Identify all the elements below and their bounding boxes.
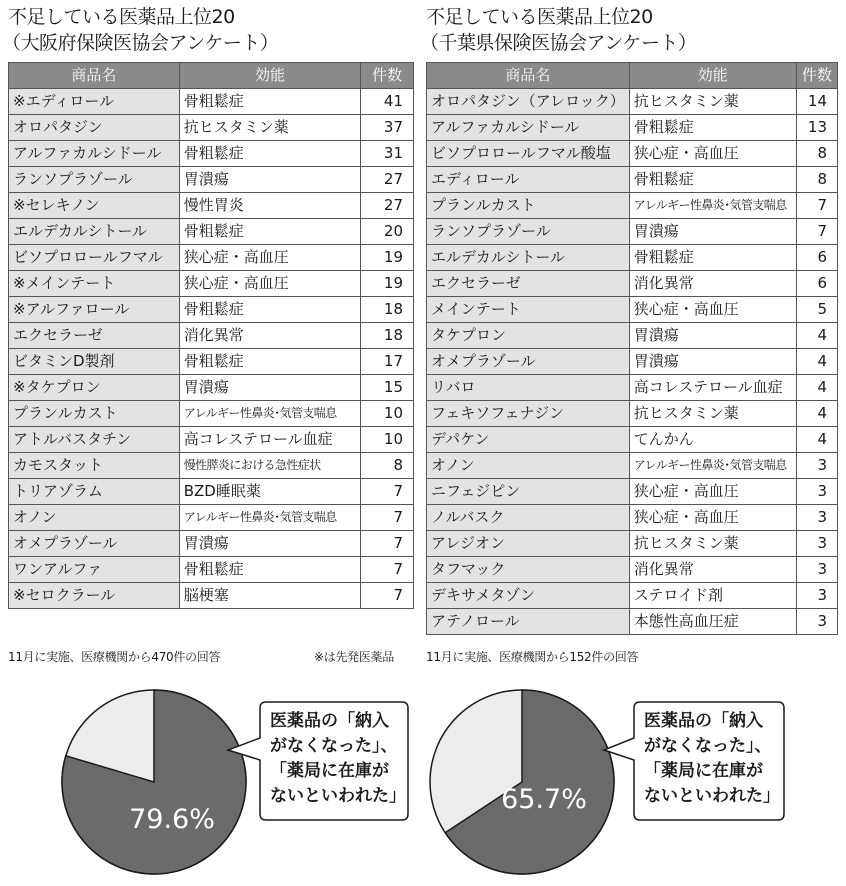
drug-name-cell: ビソプロロールフマル酸塩 [427, 141, 630, 167]
table-row [427, 115, 838, 141]
effect-cell: てんかん [629, 427, 796, 453]
effect-cell: 狭心症・高血圧 [629, 479, 796, 505]
drug-name-cell: カモスタット [9, 453, 180, 479]
pie-value-label: 79.6% [129, 804, 215, 835]
callout-text-line: 医薬品の「納入 [270, 711, 389, 731]
count-cell: 3 [796, 531, 837, 557]
drug-name-cell: アトルバスタチン [9, 427, 180, 453]
count-cell: 13 [796, 115, 837, 141]
effect-cell: 胃潰瘍 [629, 323, 796, 349]
count-cell: 27 [361, 167, 414, 193]
drug-name-cell: プランルカスト [427, 193, 630, 219]
effect-cell: 狭心症・高血圧 [629, 297, 796, 323]
drug-name-cell: プランルカスト [9, 401, 180, 427]
effect-cell: 抗ヒスタミン薬 [629, 401, 796, 427]
effect-cell: 胃潰瘍 [179, 167, 361, 193]
header-name: 商品名 [427, 63, 630, 89]
effect-cell: 高コレステロール血症 [179, 427, 361, 453]
chiba-pie-chart [426, 680, 838, 880]
effect-cell: 脳梗塞 [179, 583, 361, 609]
header-name: 商品名 [9, 63, 180, 89]
drug-name-cell: タフマック [427, 557, 630, 583]
drug-name-cell: ビソプロロールフマル [9, 245, 180, 271]
drug-name-cell: デキサメタゾン [427, 583, 630, 609]
header-effect: 効能 [629, 63, 796, 89]
table-row [427, 557, 838, 583]
effect-cell: 骨粗鬆症 [629, 115, 796, 141]
table-row [427, 323, 838, 349]
count-cell: 7 [361, 583, 414, 609]
table-row [427, 219, 838, 245]
table-row [9, 453, 414, 479]
count-cell: 4 [796, 323, 837, 349]
table-row [427, 479, 838, 505]
count-cell: 3 [796, 505, 837, 531]
table-row [9, 427, 414, 453]
osaka-note: 11月に実施、医療機関から470件の回答 [8, 650, 221, 664]
drug-name-cell: メインテート [427, 297, 630, 323]
effect-cell: 胃潰瘍 [629, 219, 796, 245]
drug-name-cell: ワンアルファ [9, 557, 180, 583]
drug-name-cell: ※アルファロール [9, 297, 180, 323]
effect-cell: 胃潰瘍 [179, 531, 361, 557]
table-row [427, 193, 838, 219]
table-row [9, 245, 414, 271]
drug-name-cell: タケプロン [427, 323, 630, 349]
effect-cell: 抗ヒスタミン薬 [629, 89, 796, 115]
drug-name-cell: エクセラーゼ [427, 271, 630, 297]
drug-name-cell: ※セレキノン [9, 193, 180, 219]
callout-text-line: がなくなった」、 [270, 736, 398, 756]
table-row [427, 141, 838, 167]
table-row [9, 349, 414, 375]
drug-name-cell: アレジオン [427, 531, 630, 557]
drug-name-cell: ※セロクラール [9, 583, 180, 609]
count-cell: 3 [796, 609, 837, 635]
table-row [9, 193, 414, 219]
table-row [9, 89, 414, 115]
header-effect: 効能 [179, 63, 361, 89]
effect-cell: 消化異常 [179, 323, 361, 349]
count-cell: 7 [361, 531, 414, 557]
chiba-header-row [427, 63, 838, 89]
effect-cell: 消化異常 [629, 557, 796, 583]
effect-cell: ステロイド剤 [629, 583, 796, 609]
table-row [9, 479, 414, 505]
drug-name-cell: アテノロール [427, 609, 630, 635]
count-cell: 4 [796, 375, 837, 401]
chiba-table [426, 62, 838, 635]
drug-name-cell: ビタミンD製剤 [9, 349, 180, 375]
callout-text-line: がなくなった」、 [644, 736, 772, 756]
count-cell: 4 [796, 427, 837, 453]
count-cell: 4 [796, 349, 837, 375]
drug-name-cell: トリアゾラム [9, 479, 180, 505]
table-row [427, 531, 838, 557]
drug-name-cell: アルファカルシドール [427, 115, 630, 141]
chiba-title-line1: 不足している医薬品上位20 [426, 6, 653, 28]
effect-cell: 高コレステロール血症 [629, 375, 796, 401]
callout-text-line: 「薬局に在庫が [270, 761, 389, 781]
chiba-note: 11月に実施、医療機関から152件の回答 [426, 650, 639, 664]
effect-cell: 骨粗鬆症 [179, 141, 361, 167]
callout-text-line: 「薬局に在庫が [644, 761, 763, 781]
effect-cell: 本態性高血圧症 [629, 609, 796, 635]
count-cell: 10 [361, 401, 414, 427]
effect-cell: 狭心症・高血圧 [629, 505, 796, 531]
count-cell: 4 [796, 401, 837, 427]
table-row [427, 453, 838, 479]
drug-name-cell: ノルバスク [427, 505, 630, 531]
count-cell: 17 [361, 349, 414, 375]
table-row [9, 375, 414, 401]
count-cell: 3 [796, 479, 837, 505]
osaka-table [8, 62, 414, 609]
count-cell: 8 [361, 453, 414, 479]
table-row [427, 245, 838, 271]
table-row [9, 297, 414, 323]
callout-text-line: ないといわれた」 [270, 786, 406, 806]
count-cell: 31 [361, 141, 414, 167]
table-row [427, 401, 838, 427]
effect-cell: 慢性胃炎 [179, 193, 361, 219]
table-row [427, 297, 838, 323]
osaka-title-line2: （大阪府保険医協会アンケート） [2, 32, 279, 54]
drug-name-cell: フェキソフェナジン [427, 401, 630, 427]
effect-cell: 抗ヒスタミン薬 [179, 115, 361, 141]
table-row [9, 141, 414, 167]
drug-name-cell: ※メインテート [9, 271, 180, 297]
effect-cell: 骨粗鬆症 [179, 349, 361, 375]
effect-cell: 骨粗鬆症 [179, 557, 361, 583]
table-row [9, 219, 414, 245]
osaka-callout [228, 702, 408, 820]
table-row [427, 375, 838, 401]
drug-name-cell: オロパタジン [9, 115, 180, 141]
osaka-title-line1: 不足している医薬品上位20 [8, 6, 235, 28]
effect-cell: 慢性膵炎における急性症状 [179, 453, 361, 479]
count-cell: 7 [361, 557, 414, 583]
table-row [427, 271, 838, 297]
effect-cell: 骨粗鬆症 [179, 219, 361, 245]
effect-cell: 骨粗鬆症 [179, 297, 361, 323]
table-row [427, 89, 838, 115]
table-row [427, 349, 838, 375]
table-row [427, 427, 838, 453]
count-cell: 6 [796, 245, 837, 271]
chiba-callout [604, 702, 784, 820]
count-cell: 15 [361, 375, 414, 401]
effect-cell: 狭心症・高血圧 [179, 245, 361, 271]
table-row [9, 401, 414, 427]
table-row [9, 167, 414, 193]
table-row [9, 505, 414, 531]
drug-name-cell: エルデカルシトール [9, 219, 180, 245]
count-cell: 7 [796, 219, 837, 245]
drug-name-cell: エクセラーゼ [9, 323, 180, 349]
table-row [9, 115, 414, 141]
count-cell: 20 [361, 219, 414, 245]
count-cell: 5 [796, 297, 837, 323]
drug-name-cell: アルファカルシドール [9, 141, 180, 167]
drug-name-cell: ランソプラゾール [427, 219, 630, 245]
count-cell: 7 [361, 479, 414, 505]
effect-cell: アレルギー性鼻炎･気管支喘息 [179, 505, 361, 531]
count-cell: 18 [361, 297, 414, 323]
count-cell: 19 [361, 271, 414, 297]
effect-cell: 骨粗鬆症 [179, 89, 361, 115]
osaka-pie-group [62, 690, 246, 874]
drug-name-cell: デパケン [427, 427, 630, 453]
effect-cell: アレルギー性鼻炎･気管支喘息 [179, 401, 361, 427]
table-row [9, 323, 414, 349]
effect-cell: BZD睡眠薬 [179, 479, 361, 505]
header-count: 件数 [361, 63, 414, 89]
drug-name-cell: ※タケプロン [9, 375, 180, 401]
table-row [427, 609, 838, 635]
header-count: 件数 [796, 63, 837, 89]
effect-cell: 狭心症・高血圧 [179, 271, 361, 297]
drug-name-cell: オロパタジン（アレロック） [427, 89, 630, 115]
effect-cell: 抗ヒスタミン薬 [629, 531, 796, 557]
table-row [427, 167, 838, 193]
effect-cell: アレルギー性鼻炎･気管支喘息 [629, 453, 796, 479]
count-cell: 27 [361, 193, 414, 219]
drug-name-cell: オノン [427, 453, 630, 479]
drug-name-cell: オメプラゾール [427, 349, 630, 375]
count-cell: 19 [361, 245, 414, 271]
table-row [9, 583, 414, 609]
effect-cell: アレルギー性鼻炎･気管支喘息 [629, 193, 796, 219]
drug-name-cell: エルデカルシトール [427, 245, 630, 271]
pie-value-label: 65.7% [501, 784, 587, 815]
count-cell: 3 [796, 453, 837, 479]
callout-text-line: 医薬品の「納入 [644, 711, 763, 731]
drug-name-cell: エディロール [427, 167, 630, 193]
effect-cell: 胃潰瘍 [629, 349, 796, 375]
count-cell: 41 [361, 89, 414, 115]
drug-name-cell: オメプラゾール [9, 531, 180, 557]
count-cell: 8 [796, 141, 837, 167]
count-cell: 6 [796, 271, 837, 297]
count-cell: 7 [796, 193, 837, 219]
count-cell: 3 [796, 583, 837, 609]
count-cell: 10 [361, 427, 414, 453]
table-row [9, 271, 414, 297]
chiba-title-line2: （千葉県保険医協会アンケート） [420, 32, 697, 54]
effect-cell: 狭心症・高血圧 [629, 141, 796, 167]
table-row [427, 505, 838, 531]
table-row [9, 531, 414, 557]
count-cell: 8 [796, 167, 837, 193]
drug-name-cell: ランソプラゾール [9, 167, 180, 193]
table-row [427, 583, 838, 609]
drug-name-cell: ニフェジピン [427, 479, 630, 505]
count-cell: 3 [796, 557, 837, 583]
callout-text-line: ないといわれた」 [644, 786, 780, 806]
count-cell: 37 [361, 115, 414, 141]
count-cell: 14 [796, 89, 837, 115]
effect-cell: 消化異常 [629, 271, 796, 297]
chiba-pie-group [430, 690, 614, 874]
osaka-pie-chart [8, 680, 414, 880]
drug-name-cell: リバロ [427, 375, 630, 401]
effect-cell: 骨粗鬆症 [629, 167, 796, 193]
osaka-note2: ※は先発医薬品 [314, 650, 394, 664]
drug-name-cell: オノン [9, 505, 180, 531]
count-cell: 18 [361, 323, 414, 349]
drug-name-cell: ※エディロール [9, 89, 180, 115]
count-cell: 7 [361, 505, 414, 531]
table-row [9, 557, 414, 583]
osaka-header-row [9, 63, 414, 89]
effect-cell: 胃潰瘍 [179, 375, 361, 401]
effect-cell: 骨粗鬆症 [629, 245, 796, 271]
